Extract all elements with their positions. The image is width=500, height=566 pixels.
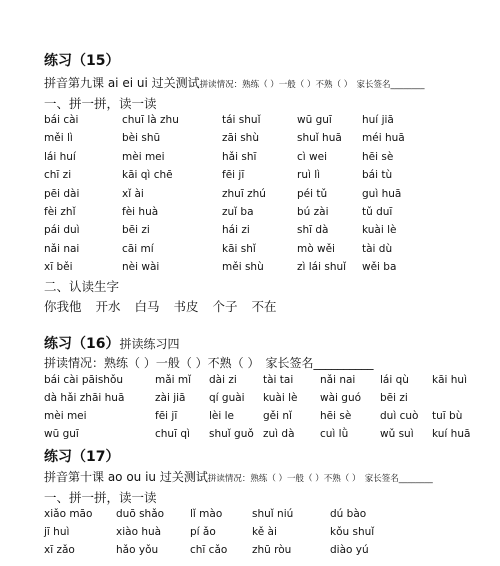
pinyin-cell: huí jiā xyxy=(362,114,394,126)
pinyin-cell: shuǐ huā xyxy=(297,132,342,145)
pinyin-cell: měi lì xyxy=(44,132,73,145)
word: 白马 xyxy=(134,299,160,314)
word: 书皮 xyxy=(173,299,199,314)
pinyin-cell: hǎi shī xyxy=(222,150,257,163)
pinyin-cell: kě ài xyxy=(252,526,277,538)
pinyin-cell: chuī qì xyxy=(155,428,190,440)
pinyin-cell: péi tǔ xyxy=(297,187,328,200)
pinyin-cell: bái tù xyxy=(362,169,393,182)
pinyin-cell: fèi zhǐ xyxy=(44,206,76,218)
pinyin-cell: zì lái shuǐ xyxy=(297,261,347,274)
pinyin-cell: xiào huà xyxy=(116,526,162,538)
pinyin-cell: mǎi mǐ xyxy=(155,374,192,386)
pinyin-cell: tuī bù xyxy=(432,410,463,422)
pinyin-cell: fēi jī xyxy=(222,169,245,182)
pinyin-cell: tài dù xyxy=(362,242,393,255)
pinyin-cell: wěi ba xyxy=(362,261,397,274)
sec16-title-main: 练习（16） xyxy=(44,336,120,352)
sec16-title xyxy=(44,333,180,353)
pinyin-cell: kuí huā xyxy=(432,428,471,440)
pinyin-cell: měi shù xyxy=(222,261,264,274)
pinyin-cell: lèi le xyxy=(209,410,235,422)
pinyin-cell: xī běi xyxy=(44,261,73,274)
pinyin-cell: kuài lè xyxy=(263,392,298,404)
pinyin-cell: kāi shǐ xyxy=(222,242,256,255)
sec17-header-small: 拼读情况：熟练（ ）一般（ ）不熟（ ） 家长签名________ xyxy=(207,474,433,484)
pinyin-cell: zhuī zhú xyxy=(222,187,266,200)
pinyin-cell: dà hǎi zhāi huā xyxy=(44,392,125,404)
pinyin-cell: hēi sè xyxy=(320,410,352,422)
pinyin-cell: nǎi nai xyxy=(44,242,80,255)
pinyin-cell: cuì lǜ xyxy=(320,428,349,440)
pinyin-cell: méi huā xyxy=(362,132,405,145)
pinyin-cell: tài tai xyxy=(263,374,294,386)
pinyin-cell: chuī là zhu xyxy=(122,114,179,126)
pinyin-cell: zāi shù xyxy=(222,132,259,145)
pinyin-cell: mèi mei xyxy=(122,150,165,163)
sec17-header-main: 拼音第十课 ao ou iu 过关测试 xyxy=(44,470,208,484)
pinyin-cell: cāi mí xyxy=(122,242,154,255)
pinyin-cell: zhū ròu xyxy=(252,544,292,556)
pinyin-cell: bái cài xyxy=(44,114,79,126)
pinyin-cell: pí ǎo xyxy=(190,526,216,538)
word: 你我他 xyxy=(44,299,82,314)
pinyin-cell: kāi qì chē xyxy=(122,169,173,182)
pinyin-cell: mèi mei xyxy=(44,410,87,422)
pinyin-cell: nǎi nai xyxy=(320,374,356,386)
pinyin-cell: nèi wài xyxy=(122,261,160,274)
pinyin-cell: hēi sè xyxy=(362,150,394,163)
word: 不在 xyxy=(251,299,277,314)
sec15-header-main: 拼音第九课 ai ei ui 过关测试 xyxy=(44,76,200,90)
pinyin-cell: gěi nǐ xyxy=(263,410,292,422)
pinyin-cell: wǔ suì xyxy=(380,428,414,440)
sec17-header xyxy=(44,468,433,485)
pinyin-cell: tái shuǐ xyxy=(222,114,261,126)
sec15-part2: 二、认读生字 xyxy=(44,279,120,294)
pinyin-cell: fēi jī xyxy=(155,410,178,422)
sec15-words xyxy=(44,297,287,315)
pinyin-cell: bú zài xyxy=(297,206,329,218)
pinyin-cell: dài zi xyxy=(209,374,237,386)
pinyin-cell: zuǐ ba xyxy=(222,206,254,218)
pinyin-cell: chī cǎo xyxy=(190,544,228,556)
sec15-header-small: 拼读情况：熟练（ ）一般（ ）不熟（ ） 家长签名________ xyxy=(199,80,425,90)
pinyin-cell: bèi shū xyxy=(122,132,161,145)
pinyin-cell: tǔ duī xyxy=(362,206,393,218)
pinyin-cell: shuǐ guǒ xyxy=(209,428,254,440)
pinyin-cell: duō shǎo xyxy=(116,508,165,520)
pinyin-cell: pái duì xyxy=(44,224,80,237)
sec17-title: 练习（17） xyxy=(44,449,120,465)
pinyin-cell: wū guī xyxy=(297,114,332,126)
word: 开水 xyxy=(95,299,121,314)
pinyin-cell: cì wei xyxy=(297,150,327,163)
pinyin-cell: dú bào xyxy=(330,508,367,520)
pinyin-cell: lǐ mào xyxy=(190,508,223,520)
pinyin-cell: mò wěi xyxy=(297,242,335,255)
sec15-title: 练习（15） xyxy=(44,53,120,69)
pinyin-cell: wài guó xyxy=(320,392,362,404)
sec15-header xyxy=(44,74,424,91)
sec17-part1: 一、拼一拼，读一读 xyxy=(44,490,157,505)
pinyin-cell: duì cuò xyxy=(380,410,419,422)
word: 个子 xyxy=(212,299,238,314)
pinyin-cell: bái cài pāishǒu xyxy=(44,374,124,386)
sec16-title-small: 拼读练习四 xyxy=(119,337,180,351)
pinyin-cell: kāi huì xyxy=(432,374,467,386)
pinyin-cell: ruì lì xyxy=(297,169,321,182)
pinyin-cell: bēi zi xyxy=(380,392,408,404)
pinyin-cell: shī dà xyxy=(297,224,329,237)
pinyin-cell: lái huí xyxy=(44,150,76,163)
pinyin-cell: bēi zi xyxy=(122,224,150,237)
pinyin-cell: zuì dà xyxy=(263,428,295,440)
pinyin-cell: xī zǎo xyxy=(44,544,75,556)
pinyin-cell: guì huā xyxy=(362,187,402,200)
sec15-part1: 一、拼一拼，读一读 xyxy=(44,96,157,111)
pinyin-cell: pēi dài xyxy=(44,187,80,200)
pinyin-cell: diào yú xyxy=(330,544,369,556)
pinyin-cell: zài jiā xyxy=(155,392,186,404)
pinyin-cell: xiǎo māo xyxy=(44,508,93,520)
pinyin-cell: hǎo yǒu xyxy=(116,544,159,556)
sec16-header: 拼读情况：熟练（ ）一般（ ）不熟（ ） 家长签名__________ xyxy=(44,356,374,370)
pinyin-cell: qí guài xyxy=(209,392,245,404)
pinyin-cell: shuǐ niú xyxy=(252,508,294,520)
pinyin-cell: hái zi xyxy=(222,224,250,237)
pinyin-cell: xǐ ài xyxy=(122,187,144,200)
pinyin-cell: kǒu shuǐ xyxy=(330,526,375,538)
pinyin-cell: lái qù xyxy=(380,374,409,386)
pinyin-cell: jī huì xyxy=(44,526,70,538)
pinyin-cell: chī zi xyxy=(44,169,72,182)
pinyin-cell: wū guī xyxy=(44,428,79,440)
pinyin-cell: kuài lè xyxy=(362,224,397,237)
pinyin-cell: fèi huà xyxy=(122,206,159,218)
